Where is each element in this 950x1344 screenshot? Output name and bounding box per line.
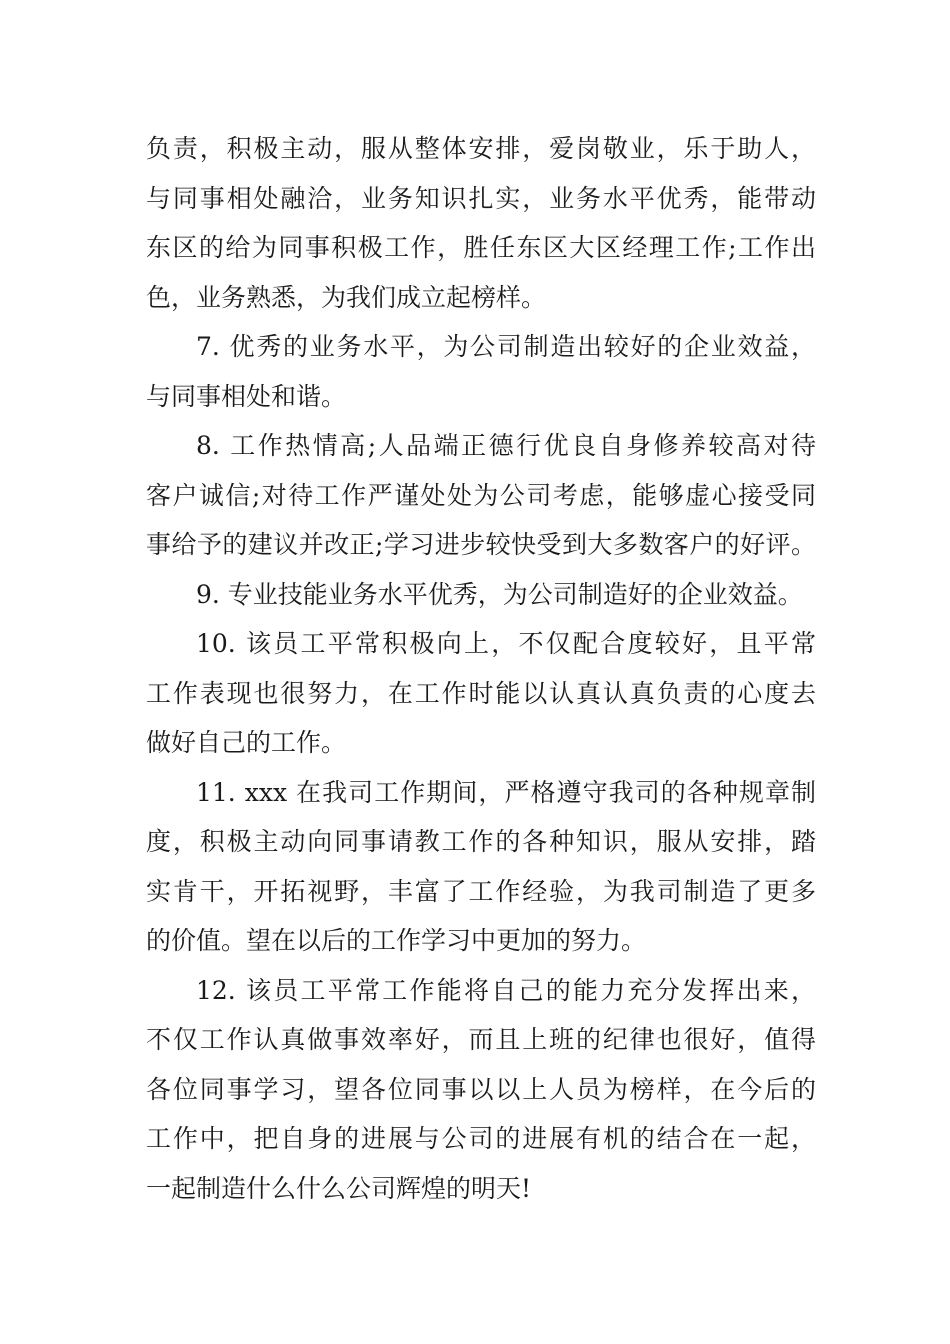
text-line: 做好自己的工作。 — [146, 728, 347, 757]
text-line: 度，积极主动向同事请教工作的各种知识，服从安排，踏 — [146, 827, 816, 856]
paragraph-7-line: 7. 优秀的业务水平，为公司制造出较好的企业效益， — [196, 332, 816, 361]
paragraph-9-line: 9. 专业技能业务水平优秀，为公司制造好的企业效益。 — [196, 579, 803, 609]
text-line: 事给予的建议并改正;学习进步较快受到大多数客户的好评。 — [146, 530, 816, 559]
text-line: 实肯干，开拓视野，丰富了工作经验，为我司制造了更多 — [146, 876, 816, 906]
paragraph-10-line: 10. 该员工平常积极向上，不仅配合度较好，且平常 — [196, 629, 816, 658]
text-line: 各位同事学习，望各位同事以以上人员为榜样，在今后的 — [146, 1074, 816, 1104]
text-line: 的价值。望在以后的工作学习中更加的努力。 — [146, 926, 647, 955]
text-line: 客户诚信;对待工作严谨处处为公司考虑，能够虚心接受同 — [146, 480, 816, 510]
document-body — [146, 124, 816, 1213]
text-line: 负责，积极主动，服从整体安排，爱岗敬业，乐于助人， — [146, 134, 816, 163]
text-line: 不仅工作认真做事效率好，而且上班的纪律也很好，值得 — [146, 1025, 816, 1054]
text-line: 色，业务熟悉，为我们成立起榜样。 — [146, 282, 547, 312]
paragraph-12-line: 12. 该员工平常工作能将自己的能力充分发挥出来， — [196, 975, 816, 1005]
text-line: 与同事相处融洽，业务知识扎实，业务水平优秀，能带动 — [146, 183, 816, 213]
paragraph-11-line: 11. xxx 在我司工作期间，严格遵守我司的各种规章制 — [196, 777, 816, 807]
paragraph-8-line: 8. 工作热情高;人品端正德行优良自身修养较高对待 — [196, 431, 816, 460]
text-line: 工作中，把自身的进展与公司的进展有机的结合在一起， — [146, 1124, 816, 1153]
text-line: 一起制造什么什么公司辉煌的明天! — [146, 1173, 532, 1203]
text-line: 与同事相处和谐。 — [146, 381, 347, 411]
text-line: 东区的给为同事积极工作，胜任东区大区经理工作;工作出 — [146, 233, 816, 262]
text-line: 工作表现也很努力，在工作时能以认真认真负责的心度去 — [146, 678, 816, 708]
